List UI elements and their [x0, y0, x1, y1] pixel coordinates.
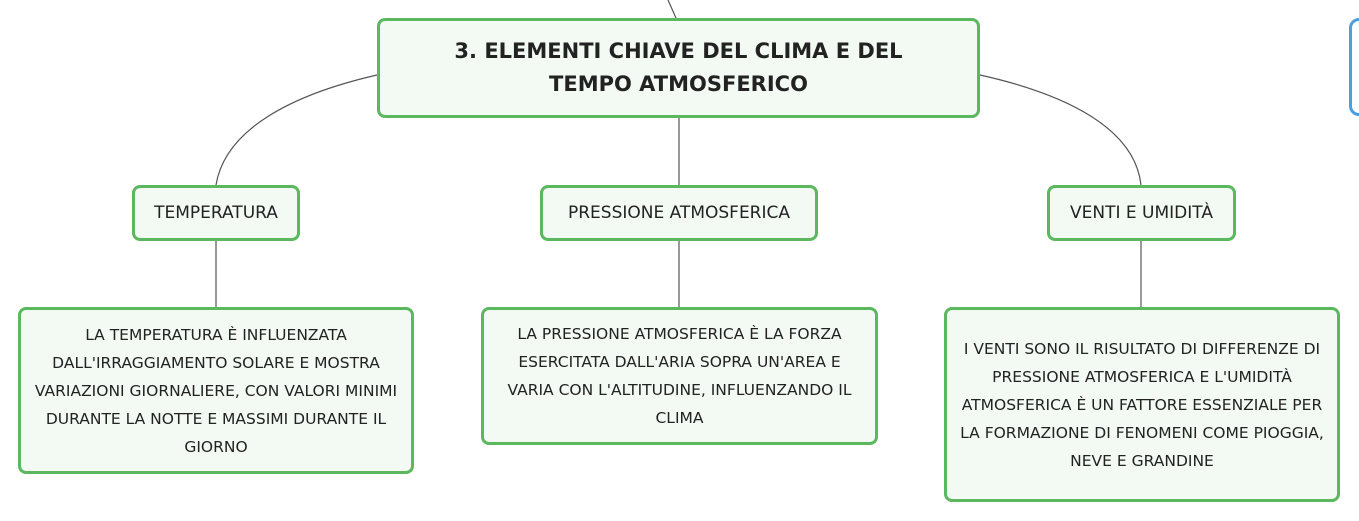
branch-node-venti-e-umidita[interactable]: [1047, 185, 1236, 241]
branch-label-venti-e-umidita: VENTI E UMIDITÀ: [1070, 203, 1213, 223]
detail-node-venti-e-umidita[interactable]: [944, 307, 1340, 502]
connector-root-to-venti: [980, 75, 1141, 185]
detail-node-pressione-atmosferica[interactable]: [481, 307, 878, 445]
offscreen-topic-node[interactable]: [1349, 18, 1359, 116]
branch-node-pressione-atmosferica[interactable]: [540, 185, 818, 241]
detail-text-venti-e-umidita: I VENTI SONO IL RISULTATO DI DIFFERENZE DI PRESSIONE ATMOSFERICA E L'UMIDITÀ ATMOSFERICA È UN FATTORE ESSENZIALE PER LA FORMAZIONE DI FENOMENI COME PIOGGIA, NEVE E GRANDINE: [960, 339, 1324, 470]
root-topic-node[interactable]: [377, 18, 980, 118]
detail-node-temperatura[interactable]: [18, 307, 414, 474]
root-topic-title: 3. ELEMENTI CHIAVE DEL CLIMA E DEL TEMPO ATMOSFERICO: [454, 39, 903, 96]
detail-text-temperatura: LA TEMPERATURA È INFLUENZATA DALL'IRRAGGIAMENTO SOLARE E MOSTRA VARIAZIONI GIORNALIERE, CON VALORI MINIMI DURANTE LA NOTTE E MASSIMI DURANTE IL GIORNO: [34, 325, 398, 456]
detail-text-pressione-atmosferica: LA PRESSIONE ATMOSFERICA È LA FORZA ESERCITATA DALL'ARIA SOPRA UN'AREA E VARIA CON L'ALTITUDINE, INFLUENZANDO IL CLIMA: [507, 325, 852, 427]
branch-label-temperatura: TEMPERATURA: [154, 203, 278, 223]
connector-parent-to-root: [668, 0, 676, 18]
branch-node-temperatura[interactable]: [132, 185, 300, 241]
branch-label-pressione-atmosferica: PRESSIONE ATMOSFERICA: [567, 203, 791, 223]
connector-root-to-temperatura: [216, 75, 377, 185]
